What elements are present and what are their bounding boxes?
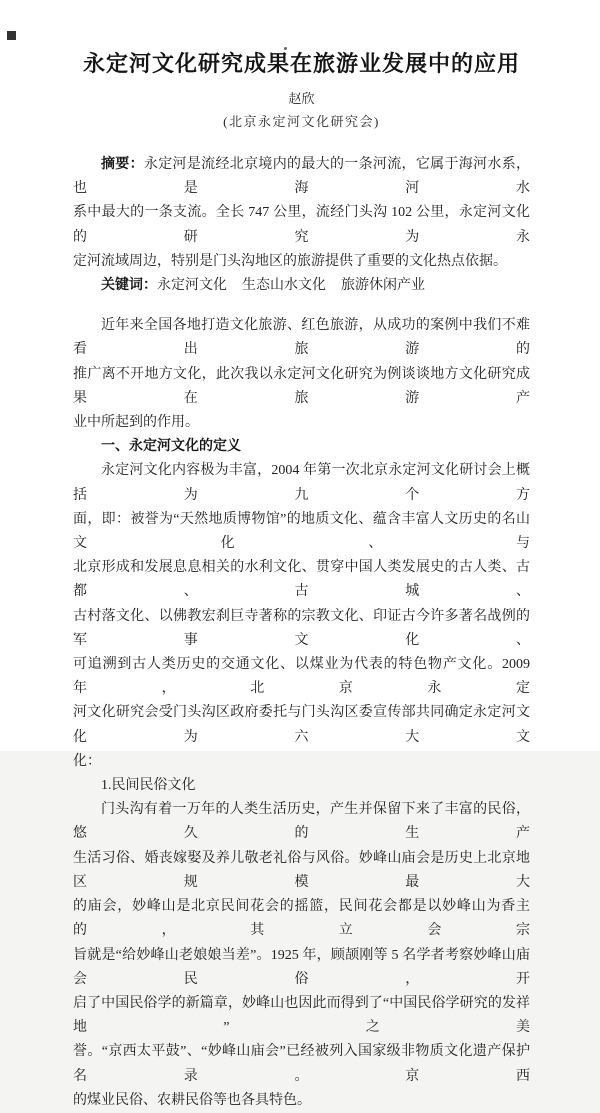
paper-title: 永定河文化研究成果在旅游业发展中的应用 <box>82 51 520 76</box>
paragraph-line: 古村落文化、以佛教宏刹巨寺著称的宗教文化、印证古今许多著名战例的军事文化、 <box>73 608 530 648</box>
keywords-label: 关键词： <box>101 278 157 294</box>
paragraph-line: 面，即：被誉为“天然地质博物馆”的地质文化、蕴含丰富人文历史的名山文化、与 <box>73 511 530 552</box>
paragraph-line: 誉。“京西太平鼓”、“妙峰山庙会”已经被列入国家级非物质文化遗产保护名录。京西 <box>73 1044 530 1084</box>
abstract-line: 定河流域周边，特别是门头沟地区的旅游提供了重要的文化热点依据。 <box>73 253 507 269</box>
section-heading: 一、永定河文化的定义 <box>101 439 241 455</box>
scan-artifact-mark <box>7 31 16 40</box>
subsection-heading: 1.民间民俗文化 <box>101 778 196 794</box>
paragraph-line: 的庙会，妙峰山是北京民间花会的摇篮，民间花会都是以妙峰山为香主的，其立会宗 <box>73 899 530 939</box>
paragraph-line: 启了中国民俗学的新篇章，妙峰山也因此而得到了“中国民俗学研究的发祥地”之美 <box>73 995 530 1036</box>
keyword: 旅游休闲产业 <box>341 278 425 294</box>
abstract-text: 永定河是流经北京境内的最大的一条河流，它属于海河水系，也是海河水 <box>73 157 531 197</box>
paragraph-line: 的煤业民俗、农耕民俗等也各具特色。 <box>73 1092 311 1108</box>
page-content <box>73 0 530 1113</box>
paragraph-line: 生活习俗、婚丧嫁娶及养儿敬老礼俗与风俗。妙峰山庙会是历史上北京地区规模最大 <box>73 850 530 890</box>
paragraph-line: 化： <box>73 753 101 769</box>
abstract-line <box>73 153 530 201</box>
paragraph-line: 河文化研究会受门头沟区政府委托与门头沟区委宣传部共同确定永定河文化为六大文 <box>73 705 530 745</box>
abstract-section <box>73 153 530 298</box>
paragraph-line: 门头沟有着一万年的人类生活历史，产生并保留下来了丰富的民俗，悠久的生产 <box>73 802 530 842</box>
keywords-line <box>73 274 530 298</box>
author-affiliation: (北京永定河文化研究会) <box>223 114 380 129</box>
abstract-line: 系中最大的一条支流。全长 747 公里，流经门头沟 102 公里，永定河文化的研究为永 <box>73 205 530 245</box>
paragraph-line: 旨就是“给妙峰山老娘娘当差”。1925 年，顾颉刚等 5 名学者考察妙峰山庙会民俗，开 <box>73 947 530 987</box>
abstract-label: 摘要： <box>101 157 144 172</box>
paragraph-line: 近年来全国各地打造文化旅游、红色旅游，从成功的案例中我们不难看出旅游的 <box>73 318 530 358</box>
author-name: 赵欣 <box>288 91 315 106</box>
paragraph-line: 业中所起到的作用。 <box>73 415 199 431</box>
paragraph-line: 永定河文化内容极为丰富，2004 年第一次北京永定河文化研讨会上概括为九个方 <box>73 463 530 503</box>
paragraph-line: 北京形成和发展息息相关的水利文化、贯穿中国人类发展史的古人类、古都、古城、 <box>73 560 530 600</box>
keyword: 永定河文化 <box>157 278 227 294</box>
keyword: 生态山水文化 <box>242 278 326 294</box>
body-section <box>73 314 530 1113</box>
paragraph-line: 推广离不开地方文化，此次我以永定河文化研究为例谈谈地方文化研究成果在旅游产 <box>73 366 530 406</box>
paragraph-line: 可追溯到古人类历史的交通文化、以煤业为代表的特色物产文化。2009 年，北京永定 <box>73 657 530 697</box>
